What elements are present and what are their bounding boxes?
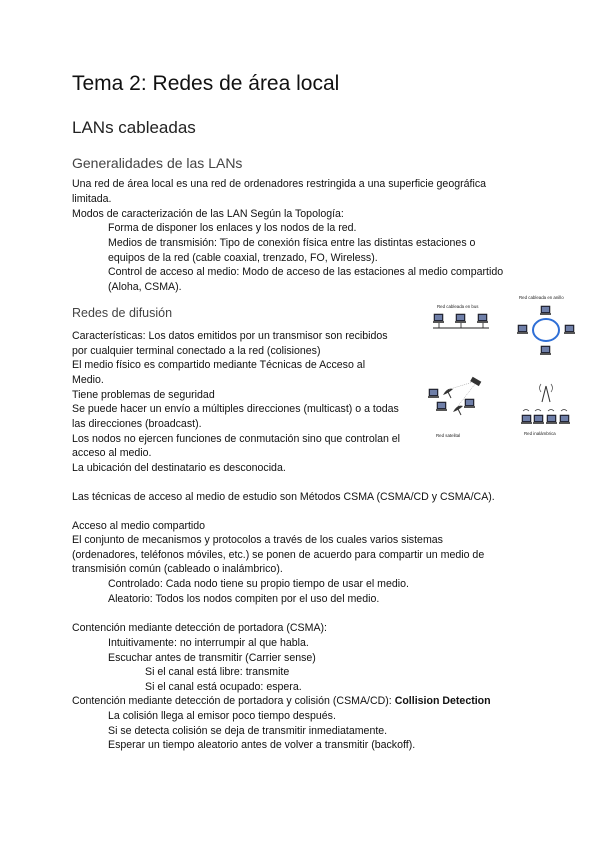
network-topologies-diagram	[425, 292, 580, 442]
ring-topology	[517, 306, 575, 355]
page-title: Tema 2: Redes de área local	[72, 72, 340, 95]
bus-topology	[433, 314, 489, 328]
paragraph-line: Tiene problemas de seguridad	[72, 389, 215, 401]
paragraph-line: acceso al medio.	[72, 447, 152, 459]
paragraph-line: Se puede hacer un envío a múltiples direcciones (multicast) o a todas	[72, 403, 399, 415]
bus-caption: Red cableada en bus	[437, 304, 479, 309]
paragraph-line: El conjunto de mecanismos y protocolos a través de los cuales varios sistemas	[72, 534, 443, 546]
paragraph-line: Medio.	[72, 374, 104, 386]
indented-line: La colisión llega al emisor poco tiempo después.	[108, 710, 336, 722]
satellite-caption: Red satelital	[436, 433, 461, 438]
indented-line: equipos de la red (cable coaxial, trenzado, FO, Wireless).	[108, 252, 378, 264]
subsection-heading-redes-difusion: Redes de difusión	[72, 306, 173, 320]
satellite-network	[428, 377, 481, 415]
paragraph-line: las direcciones (broadcast).	[72, 418, 202, 430]
csma-cd-label: Contención mediante detección de portadora y colisión (CSMA/CD):	[72, 695, 395, 707]
section-heading-lans-cableadas: LANs cableadas	[72, 118, 196, 137]
paragraph-line: Los nodos no ejercen funciones de conmutación sino que controlan el	[72, 433, 401, 445]
subsection-heading-acceso-medio: Acceso al medio compartido	[72, 520, 206, 532]
indented-line: Control de acceso al medio: Modo de acceso de las estaciones al medio compartido	[108, 266, 504, 278]
wireless-caption: Red inalámbrica	[524, 431, 556, 436]
paragraph-line: Una red de área local es una red de ordenadores restringida a una superficie geográfica	[72, 178, 487, 190]
paragraph-line: (ordenadores, teléfonos móviles, etc.) se ponen de acuerdo para compartir un medio de	[72, 549, 485, 561]
indented-line: (Aloha, CSMA).	[108, 281, 182, 293]
csma-heading: Contención mediante detección de portadora (CSMA):	[72, 622, 327, 634]
network-topologies-figure	[425, 292, 580, 442]
indented-line: Si se detecta colisión se deja de transmitir inmediatamente.	[108, 725, 388, 737]
double-indented-line: Si el canal está libre: transmite	[145, 666, 290, 678]
csma-methods-line: Las técnicas de acceso al medio de estudio son Métodos CSMA (CSMA/CD y CSMA/CA).	[72, 491, 495, 503]
paragraph-line: Modos de caracterización de las LAN Según la Topología:	[72, 208, 344, 220]
wireless-network	[521, 384, 570, 424]
indented-line: Medios de transmisión: Tipo de conexión física entre las distintas estaciones o	[108, 237, 476, 249]
subsection-heading-generalidades: Generalidades de las LANs	[72, 155, 243, 171]
indented-line: Esperar un tiempo aleatorio antes de volver a transmitir (backoff).	[108, 739, 416, 751]
double-indented-line: Si el canal está ocupado: espera.	[145, 681, 302, 693]
paragraph-line: El medio físico es compartido mediante Técnicas de Acceso al	[72, 359, 366, 371]
indented-line: Intuitivamente: no interrumpir al que habla.	[108, 637, 309, 649]
paragraph-line: Características: Los datos emitidos por un transmisor son recibidos	[72, 330, 388, 342]
csma-cd-heading	[72, 694, 491, 709]
indented-line: Forma de disponer los enlaces y los nodos de la red.	[108, 222, 357, 234]
paragraph-line: limitada.	[72, 193, 112, 205]
paragraph-line: por cualquier terminal conectado a la red (colisiones)	[72, 345, 321, 357]
paragraph-line: La ubicación del destinatario es desconocida.	[72, 462, 286, 474]
collision-detection-label: Collision Detection	[394, 695, 491, 707]
ring-caption: Red cableada en anillo	[519, 295, 564, 300]
indented-line: Controlado: Cada nodo tiene su propio tiempo de usar el medio.	[108, 578, 409, 590]
paragraph-line: transmisión común (cableado o inalámbrico).	[72, 563, 283, 575]
indented-line: Aleatorio: Todos los nodos compiten por el uso del medio.	[108, 593, 380, 605]
indented-line: Escuchar antes de transmitir (Carrier sense)	[108, 652, 316, 664]
